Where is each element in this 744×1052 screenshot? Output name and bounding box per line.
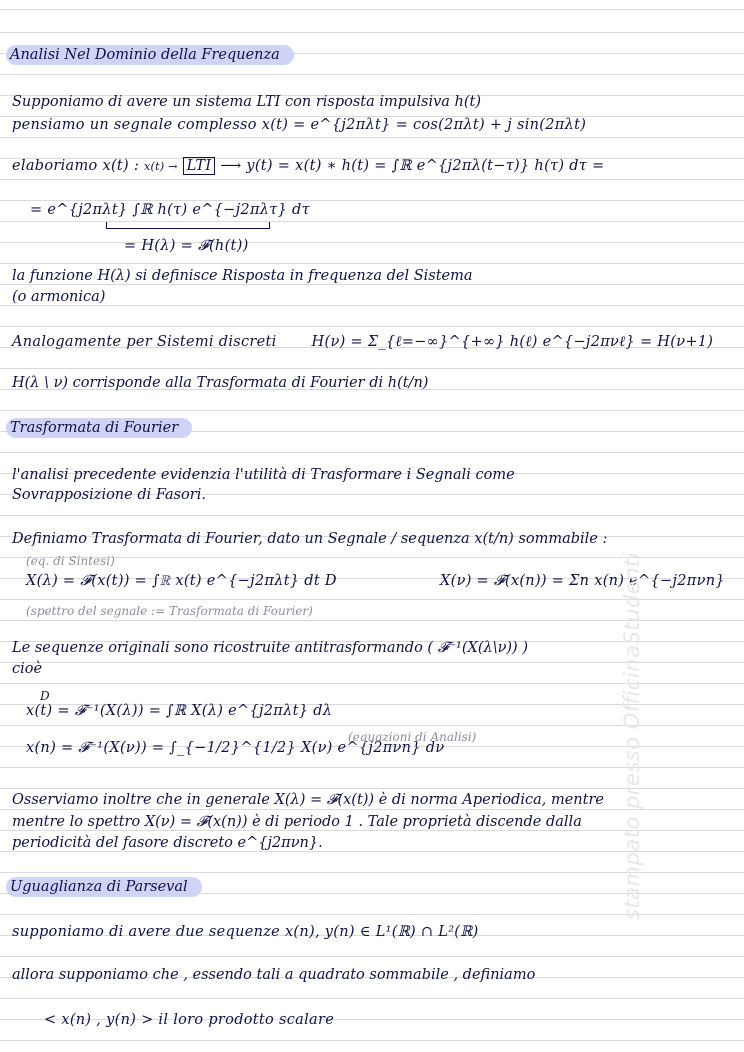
text-line-frequency-response: = H(λ) = 𝓕(h(t)) xyxy=(124,238,249,254)
text-line-spectrum-note: (spettro del segnale := Trasformata di Fourier) xyxy=(26,604,313,618)
text-line-definition-ft: Definiamo Trasformata di Fourier, dato un Segnale / sequenza x(t/n) sommabile : xyxy=(12,531,608,547)
text-line-inverse: Le sequenze originali sono ricostruite antitrasformando ( 𝓕⁻¹(X(λ\ν)) ) xyxy=(12,640,528,656)
text-line-harmonic: (o armonica) xyxy=(12,289,106,305)
watermark: stampato presso OfficinaStudenti xyxy=(620,552,644,920)
text-line-phasors: Sovrapposizione di Fasori. xyxy=(12,487,206,503)
text-line-inverse-continuous: x(t) = 𝓕⁻¹(X(λ)) = ∫ℝ X(λ) e^{j2πλt} dλ xyxy=(26,703,333,719)
discrete-label: Analogamente per Sistemi discreti xyxy=(12,334,277,350)
text-line-periodic: mentre lo spettro X(ν) = 𝓕(x(n)) è di periodo 1 . Tale proprietà discende dalla xyxy=(12,814,582,830)
text-line-phasor-periodicity: periodicità del fasore discreto e^{j2πνn}. xyxy=(12,835,323,851)
text-line-analysis-note: (equazioni di Analisi) xyxy=(348,730,477,744)
text-line-ft-discrete: X(ν) = 𝓕(x(n)) = Σn x(n) e^{−j2πνn} xyxy=(440,573,725,589)
text-line-cioe: cioè xyxy=(12,661,43,677)
text-line-elaboration xyxy=(12,156,726,177)
text-line-scalar-product: < x(n) , y(n) > il loro prodotto scalare xyxy=(44,1012,335,1028)
section-heading-fourier-transform: Trasformata di Fourier xyxy=(6,418,192,438)
text-line-complex-signal: pensiamo un segnale complesso x(t) = e^{j2πλt} = cos(2πλt) + j sin(2πλt) xyxy=(12,117,587,133)
text-line-utility: l'analisi precedente evidenzia l'utilità di Trasformare i Segnali come xyxy=(12,467,515,483)
text-line-two-sequences: supponiamo di avere due sequenze x(n), y(n) ∈ L¹(ℝ) ∩ L²(ℝ) xyxy=(12,924,479,940)
text-line-square-summable: allora supponiamo che , essendo tali a quadrato sommabile , definiamo xyxy=(12,967,536,983)
domain-marker: D xyxy=(40,689,50,703)
elaboration-label: elaboriamo x(t) : xyxy=(12,158,140,174)
discrete-formula: H(ν) = Σ_{ℓ=−∞}^{+∞} h(ℓ) e^{−j2πνℓ} = H(ν+1) xyxy=(311,334,714,350)
underbrace xyxy=(106,222,270,229)
text-line-discrete-systems xyxy=(12,332,726,352)
text-line-definition: la funzione H(λ) si definisce Risposta in frequenza del Sistema xyxy=(12,268,473,284)
convolution-formula: ⟶ y(t) = x(t) ∗ h(t) = ∫ℝ e^{j2πλ(t−τ)} h(τ) dτ = xyxy=(220,158,605,174)
text-line-ft-continuous: X(λ) = 𝓕(x(t)) = ∫ℝ x(t) e^{−j2πλt} dt D xyxy=(26,573,337,589)
input-arrow-label: x(t) → xyxy=(144,160,178,173)
text-line-inverse-discrete: x(n) = 𝓕⁻¹(X(ν)) = ∫_{−1/2}^{1/2} X(ν) e^{j2πνn} dν xyxy=(26,740,445,756)
text-line-correspondence: H(λ \ ν) corrisponde alla Trasformata di Fourier di h(t/n) xyxy=(12,375,429,391)
section-heading-parseval: Uguaglianza di Parseval xyxy=(6,877,202,897)
lti-block: LTI xyxy=(183,157,216,175)
text-line-lti-system: Supponiamo di avere un sistema LTI con risposta impulsiva h(t) xyxy=(12,94,482,110)
text-line-synthesis-note: (eq. di Sintesi) xyxy=(26,554,115,568)
section-heading-frequency-analysis: Analisi Nel Dominio della Frequenza xyxy=(6,45,294,65)
text-line-aperiodic: Osserviamo inoltre che in generale X(λ) = 𝓕(x(t)) è di norma Aperiodica, mentre xyxy=(12,792,604,808)
text-line-factored-integral: = e^{j2πλt} ∫ℝ h(τ) e^{−j2πλτ} dτ xyxy=(30,202,310,218)
